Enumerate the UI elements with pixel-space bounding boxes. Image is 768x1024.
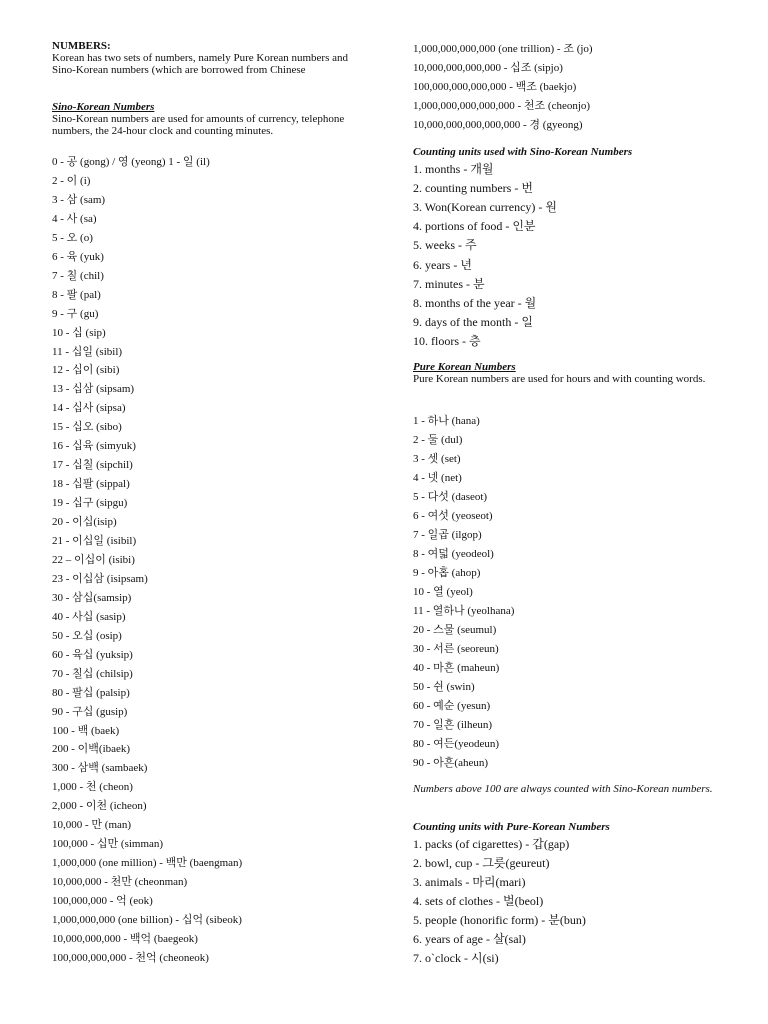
sino-unit-item: 5. weeks - 주 [413,238,477,253]
pure-number-item: 10 - 열 (yeol) [413,586,473,598]
intro-section [52,40,372,76]
pure-number-item: 1 - 하나 (hana) [413,415,480,427]
pure-number-item: 70 - 일흔 (ilheun) [413,719,492,731]
sino-number-item: 21 - 이십일 (isibil) [52,535,137,547]
sino-number-item: 100,000,000 - 억 (eok) [52,895,153,908]
sino-number-item: 4 - 사 (sa) [52,212,97,225]
sino-unit-item: 1. months - 개월 [413,162,494,176]
pure-unit-item: 6. years of age - 살(sal) [413,932,526,946]
sino-unit-item: 10. floors - 층 [413,333,481,348]
pure-number-item: 3 - 셋 (set) [413,453,461,465]
sino-number-item: 100,000,000,000 - 천억 (cheoneok) [52,951,209,964]
sino-number-item: 100,000 - 십만 (simman) [52,838,164,851]
sino-number-item: 17 - 십칠 (sipchil) [52,459,133,472]
pure-number-item: 6 - 여섯 (yeoseot) [413,510,493,522]
pure-number-item: 20 - 스물 (seumul) [413,624,497,636]
pure-number-item: 5 - 다섯 (daseot) [413,491,488,503]
sino-unit-item: 3. Won(Korean currency) - 원 [413,200,558,215]
pure-number-item: 60 - 예순 (yesun) [413,700,491,712]
pure-unit-item: 3. animals - 마리(mari) [413,875,526,889]
sino-number-item: 0 - 공 (gong) / 영 (yeong) 1 - 일 (il) [52,156,210,168]
sino-number-item: 3 - 삼 (sam) [52,193,106,206]
intro-heading: NUMBERS: [52,40,111,52]
sino-unit-item: 2. counting numbers - 번 [413,181,533,196]
sino-unit-item: 4. portions of food - 인분 [413,219,536,234]
sino-number-item: 14 - 십사 (sipsa) [52,402,126,415]
intro-text: Korean has two sets of numbers, namely Pure Korean numbers and Sino-Korean numbers (which are borrowed from Chinese [52,52,349,76]
pure-unit-item: 2. bowl, cup - 그릇(geureut) [413,856,550,870]
sino-number-item: 15 - 십오 (sibo) [52,421,122,434]
sino-number-item: 8 - 팔 (pal) [52,288,101,301]
pure-text: Pure Korean numbers are used for hours and with counting words. [413,373,706,385]
sino-number-item: 16 - 십육 (simyuk) [52,440,136,453]
pure-unit-item: 4. sets of clothes - 벌(beol) [413,894,544,908]
sino-number-item: 12 - 십이 (sibi) [52,364,120,377]
sino-number-item: 9 - 구 (gu) [52,307,99,320]
sino-number-item: 1,000,000,000 (one billion) - 십억 (sibeok) [52,914,242,926]
pure-number-item: 2 - 둘 (dul) [413,434,463,446]
sino-number-item: 10,000,000,000,000 - 십조 (sipjo) [413,61,563,74]
sino-number-item: 18 - 십팔 (sippal) [52,478,130,491]
sino-unit-item: 6. years - 년 [413,257,472,272]
pure-number-item: 11 - 열하나 (yeolhana) [413,605,515,617]
sino-number-item: 10,000,000,000 - 백억 (baegeok) [52,932,198,945]
sino-number-item: 1,000,000 (one million) - 백만 (baengman) [52,857,243,870]
pure-number-item: 80 - 여든(yeodeun) [413,738,500,750]
sino-units-heading: Counting units used with Sino-Korean Numbers [413,146,633,158]
sino-text: Sino-Korean numbers are used for amounts of currency, telephone numbers, the 24-hour clock and counting minutes. [52,113,345,137]
sino-number-item: 60 - 육십 (yuksip) [52,648,133,661]
pure-heading: Pure Korean Numbers [413,361,516,373]
sino-number-item: 80 - 팔십 (palsip) [52,686,130,699]
pure-number-item: 40 - 마흔 (maheun) [413,662,500,674]
pure-number-item: 50 - 쉰 (swin) [413,681,475,693]
sino-number-item: 19 - 십구 (sipgu) [52,497,128,510]
sino-number-item: 11 - 십일 (sibil) [52,345,123,358]
pure-unit-item: 7. o`clock - 시(si) [413,951,499,965]
sino-number-item: 300 - 삼백 (sambaek) [52,762,148,775]
sino-number-item: 1,000,000,000,000 (one trillion) - 조 (jo) [413,43,593,55]
sino-number-item: 6 - 육 (yuk) [52,250,104,263]
sino-number-item: 10 - 십 (sip) [52,326,106,339]
sino-unit-item: 8. months of the year - 월 [413,295,537,310]
sino-number-item: 50 - 오십 (osip) [52,629,122,642]
sino-number-item: 2 - 이 (i) [52,174,91,187]
pure-units-section [413,821,733,833]
sino-number-item: 200 - 이백(ibaek) [52,743,131,756]
sino-number-item: 70 - 칠십 (chilsip) [52,667,133,680]
sino-number-item: 90 - 구십 (gusip) [52,705,128,718]
pure-number-item: 8 - 여덟 (yeodeol) [413,548,494,560]
sino-number-item: 1,000,000,000,000,000 - 천조 (cheonjo) [413,99,591,112]
sino-number-item: 1,000 - 천 (cheon) [52,781,133,794]
sino-number-item: 100,000,000,000,000 - 백조 (baekjo) [413,80,577,93]
sino-number-item: 30 - 삼십(samsip) [52,591,132,604]
pure-section [413,361,733,385]
pure-note: Numbers above 100 are always counted with Sino-Korean numbers. [413,783,713,795]
sino-number-item: 10,000,000,000,000,000 - 경 (gyeong) [413,118,583,131]
sino-number-item: 7 - 칠 (chil) [52,269,104,282]
sino-number-item: 100 - 백 (baek) [52,724,120,737]
sino-number-item: 40 - 사십 (sasip) [52,610,126,623]
pure-number-item: 4 - 넷 (net) [413,472,462,484]
sino-units-section [413,146,733,158]
pure-number-item: 7 - 일곱 (ilgop) [413,529,482,541]
pure-number-item: 9 - 아홉 (ahop) [413,567,481,579]
sino-number-item: 2,000 - 이천 (icheon) [52,800,147,813]
pure-units-heading: Counting units with Pure-Korean Numbers [413,821,610,833]
sino-number-item: 13 - 십삼 (sipsam) [52,383,135,396]
pure-number-item: 90 - 아흔(aheun) [413,757,489,769]
sino-number-item: 10,000 - 만 (man) [52,819,132,832]
sino-number-item: 10,000,000 - 천만 (cheonman) [52,876,188,889]
sino-number-item: 5 - 오 (o) [52,231,93,244]
sino-number-item: 20 - 이십(isip) [52,516,117,529]
pure-unit-item: 1. packs (of cigarettes) - 갑(gap) [413,837,570,851]
sino-heading: Sino-Korean Numbers [52,101,155,113]
pure-unit-item: 5. people (honorific form) - 분(bun) [413,913,586,927]
pure-number-item: 30 - 서른 (seoreun) [413,643,499,655]
sino-number-item: 23 - 이십삼 (isipsam) [52,572,148,585]
sino-section [52,101,372,137]
sino-unit-item: 9. days of the month - 일 [413,314,533,329]
sino-number-item: 22 – 이십이 (isibi) [52,553,135,566]
sino-unit-item: 7. minutes - 분 [413,276,485,291]
